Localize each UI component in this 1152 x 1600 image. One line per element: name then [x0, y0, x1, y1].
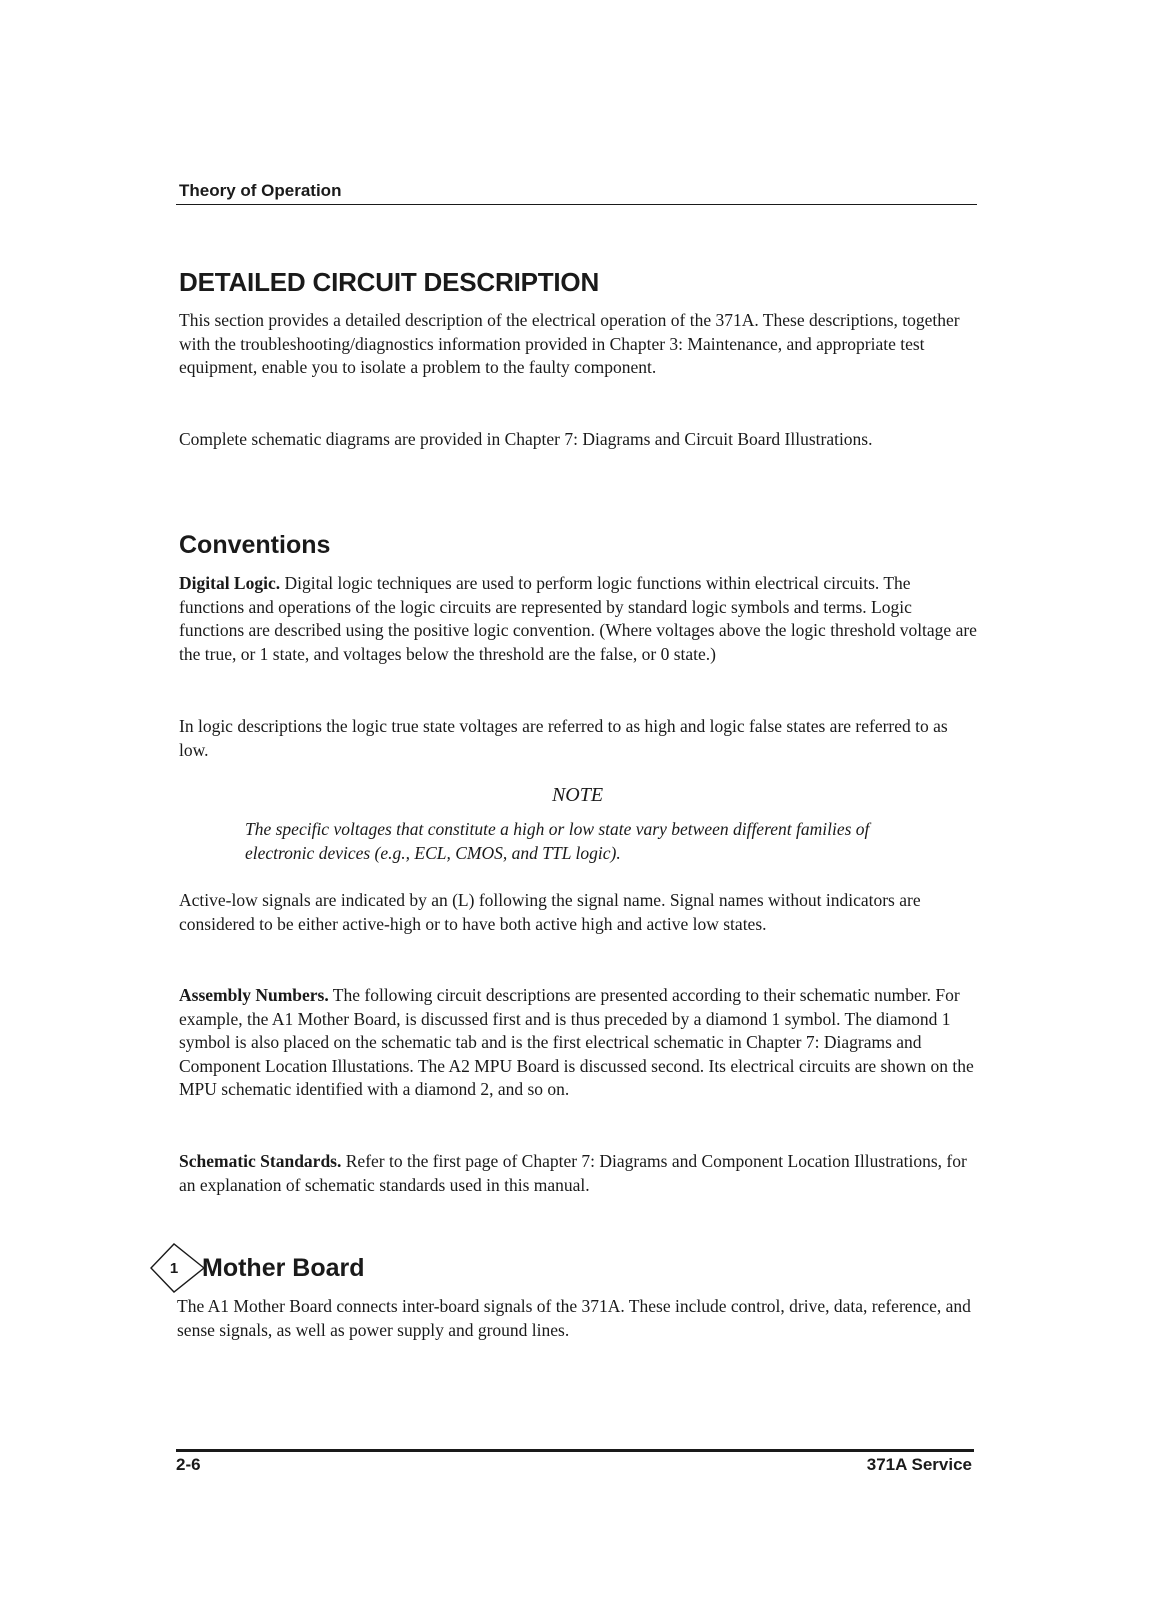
digital-logic-label: Digital Logic. [179, 573, 281, 593]
assembly-numbers-paragraph [179, 984, 979, 1102]
manual-name: 371A Service [866, 1455, 972, 1474]
mother-board-title: Mother Board [202, 1254, 365, 1282]
schematic-standards-paragraph [179, 1150, 979, 1197]
intro-paragraph: This section provides a detailed description of the electrical operation of the 371A. These descriptions, together with the troubleshooting/diagnostics information provided in Chapter 3: Maintenance, and appropriate test equipment, enable you to isolate a problem to the faulty component. [179, 310, 960, 377]
footer-rule [176, 1449, 974, 1452]
note-body: The specific voltages that constitute a high or low state vary between different families of electronic devices (e.g., ECL, CMOS, and TTL logic). [245, 819, 870, 863]
schematics-paragraph: Complete schematic diagrams are provided in Chapter 7: Diagrams and Circuit Board Illustrations. [179, 429, 873, 449]
section-title: DETAILED CIRCUIT DESCRIPTION [179, 267, 600, 297]
conventions-heading: Conventions [179, 531, 331, 559]
schematic-standards-label: Schematic Standards. [179, 1151, 342, 1171]
header-rule [176, 204, 977, 205]
schematic-standards-text: Refer to the first page of Chapter 7: Diagrams and Component Location Illustrations, for an explanation of schematic standards used in this manual. [179, 1151, 967, 1195]
active-low-paragraph: Active-low signals are indicated by an (L) following the signal name. Signal names without indicators are considered to be either active-high or to have both active high and active low states. [179, 890, 921, 934]
logic-states-paragraph: In logic descriptions the logic true state voltages are referred to as high and logic false states are referred to as low. [179, 716, 948, 760]
assembly-numbers-text: The following circuit descriptions are presented according to their schematic number. For example, the A1 Mother Board, is discussed first and is thus preceded by a diamond 1 symbol. The diamond 1 symbol is also placed on the schematic tab and is the first electrical schematic in Chapter 7: Diagrams and Component Location Illustations. The A2 MPU Board is discussed second. Its electrical circuits are shown on the MPU schematic identified with a diamond 2, and so on. [179, 985, 974, 1099]
running-header: Theory of Operation [179, 181, 342, 200]
digital-logic-text: Digital logic techniques are used to perform logic functions within electrical circuits. The functions and operations of the logic circuits are represented by standard logic symbols and terms. Logic functions are described using the positive logic convention. (Where voltages above the logic threshold voltage are the true, or 1 state, and voltages below the threshold are the false, or 0 state.) [179, 573, 977, 664]
mother-board-heading [148, 1240, 365, 1296]
assembly-numbers-label: Assembly Numbers. [179, 985, 329, 1005]
page-number: 2-6 [176, 1455, 201, 1474]
note-title: NOTE [551, 784, 604, 806]
diamond-icon [148, 1241, 206, 1295]
digital-logic-paragraph [179, 572, 979, 666]
mother-board-paragraph: The A1 Mother Board connects inter-board signals of the 371A. These include control, drive, data, reference, and sense signals, as well as power supply and ground lines. [177, 1296, 971, 1340]
diamond-number: 1 [169, 1259, 179, 1277]
